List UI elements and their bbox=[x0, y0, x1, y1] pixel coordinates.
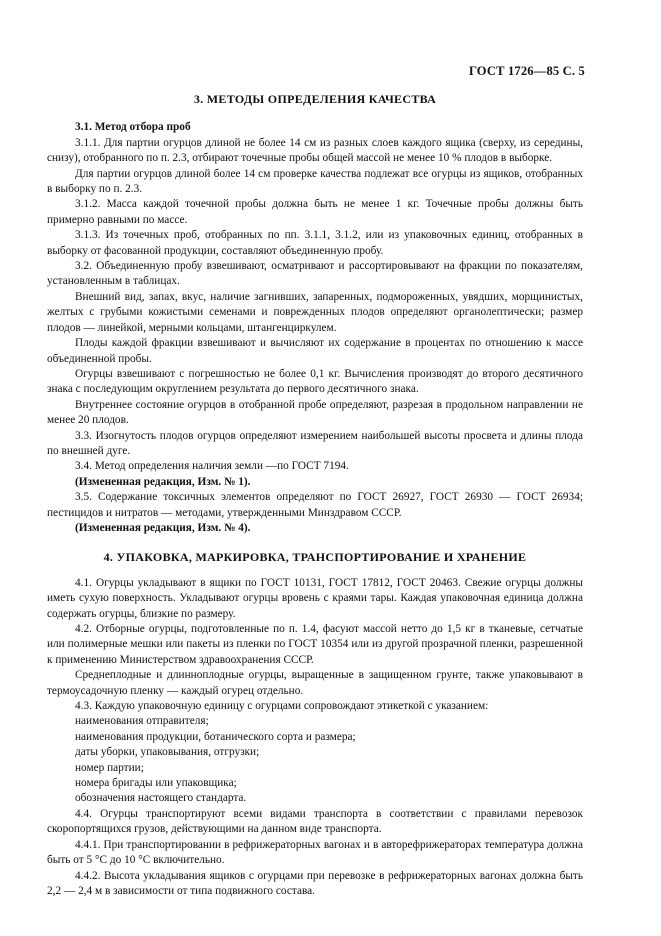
amendment-note-1: (Измененная редакция, Изм. № 1). bbox=[75, 475, 251, 488]
list-item: наименования продукции, ботанического сорта и размера; bbox=[75, 730, 356, 743]
list-item: номер партии; bbox=[75, 761, 144, 774]
section-3-title: 3. МЕТОДЫ ОПРЕДЕЛЕНИЯ КАЧЕСТВА bbox=[193, 92, 437, 106]
list-item: обозначения настоящего стандарта. bbox=[75, 792, 247, 805]
paragraph: 3.1.2. Масса каждой точечной пробы должна быть не менее 1 кг. Точечные пробы должны быть примерно равными по массе. bbox=[47, 198, 583, 226]
paragraph: 3.4. Метод определения наличия земли —по ГОСТ 7194. bbox=[75, 460, 349, 473]
paragraph: Для партии огурцов длиной более 14 см проверке качества подлежат все огурцы из ящиков, отобранных в выборку по п. 2.3. bbox=[47, 167, 583, 196]
paragraph: Внешний вид, запах, вкус, наличие загнивших, запаренных, подмороженных, увядших, морщинистых, желтых с грубыми кожистыми семенами и поврежденных плодов определяют органолептически; размер плодов — линейкой, мерными кольцами, штангенциркулем. bbox=[47, 290, 583, 334]
paragraph: 4.3. Каждую упаковочную единицу с огурцами сопровождают этикеткой с указанием: bbox=[75, 700, 489, 713]
paragraph: 4.4. Огурцы транспортируют всеми видами транспорта в соответствии с правилами перевозок скоропортящихся грузов, действующими на данном виде транспорта. bbox=[47, 807, 583, 836]
paragraph: Плоды каждой фракции взвешивают и вычисляют их содержание в процентах по отношению к массе объединенной пробы. bbox=[47, 337, 583, 365]
amendment-note-4: (Измененная редакция, Изм. № 4). bbox=[75, 521, 251, 534]
list-item: наименования отправителя; bbox=[75, 715, 209, 728]
paragraph: 4.1. Огурцы укладывают в ящики по ГОСТ 10131, ГОСТ 17812, ГОСТ 20463. Свежие огурцы должны иметь сухую поверхность. Укладывают огурцы вровень с краями тары. Каждая упаковочная единица должна содержать огурцы, близкие по размеру. bbox=[47, 576, 583, 620]
subsection-3-1-title: 3.1. Метод отбора проб bbox=[75, 121, 191, 134]
paragraph: 4.4.2. Высота укладывания ящиков с огурцами при перевозке в рефрижераторных вагонах должна быть 2,2 — 2,4 м в зависимости от типа подвижного состава. bbox=[47, 869, 583, 897]
paragraph: 3.2. Объединенную пробу взвешивают, осматривают и рассортировывают на фракции по показателям, установленным в таблицах. bbox=[47, 260, 583, 288]
paragraph: Огурцы взвешивают с погрешностью не более 0,1 кг. Вычисления производят до второго десятичного знака с последующим округлением результата до первого десятичного знака. bbox=[47, 367, 583, 396]
page-header: ГОСТ 1726—85 С. 5 bbox=[468, 64, 585, 78]
paragraph: 3.1.1. Для партии огурцов длиной не более 14 см из разных слоев каждого ящика (сверху, из середины, снизу), отобранного по п. 2.3, отбирают точечные пробы общей массой не менее 10 % плодов в выборке. bbox=[47, 136, 583, 165]
paragraph: Среднеплодные и длинноплодные огурцы, выращенные в защищенном грунте, также упаковывают в термоусадочную пленку — каждый огурец отдельно. bbox=[47, 669, 583, 697]
document-body bbox=[47, 90, 583, 899]
paragraph: 3.5. Содержание токсичных элементов определяют по ГОСТ 26927, ГОСТ 26930 — ГОСТ 26934; пестицидов и нитратов — методами, утвержденными Минздравом СССР. bbox=[47, 491, 583, 519]
section-4-title: 4. УПАКОВКА, МАРКИРОВКА, ТРАНСПОРТИРОВАНИЕ И ХРАНЕНИЕ bbox=[103, 550, 527, 565]
paragraph: 3.1.3. Из точечных проб, отобранных по пп. 3.1.1, 3.1.2, или из упаковочных единиц, отобранных в выборку от фасованной продукции, составляют объединенную пробу. bbox=[47, 229, 583, 257]
list-item: номера бригады или упаковщика; bbox=[75, 777, 237, 790]
paragraph: 3.3. Изогнутость плодов огурцов определяют измерением наибольшей высоты просвета и длины плода по внешней дуге. bbox=[47, 429, 583, 457]
paragraph: 4.4.1. При транспортировании в рефрижераторных вагонах и в авторефрижераторах температура должна быть от 5 °С до 10 °С включительно. bbox=[47, 838, 583, 867]
paragraph: 4.2. Отборные огурцы, подготовленные по п. 1.4, фасуют массой нетто до 1,5 кг в тканевые, сетчатые или полимерные мешки или пакеты из пленки по ГОСТ 10354 или из другой прозрачной пленки, разрешенной к применению Министерством здравоохранения СССР. bbox=[47, 623, 583, 666]
paragraph: Внутреннее состояние огурцов в отобранной пробе определяют, разрезая в продольном направлении не менее 20 плодов. bbox=[47, 398, 583, 427]
list-item: даты уборки, упаковывания, отгрузки; bbox=[75, 746, 260, 759]
